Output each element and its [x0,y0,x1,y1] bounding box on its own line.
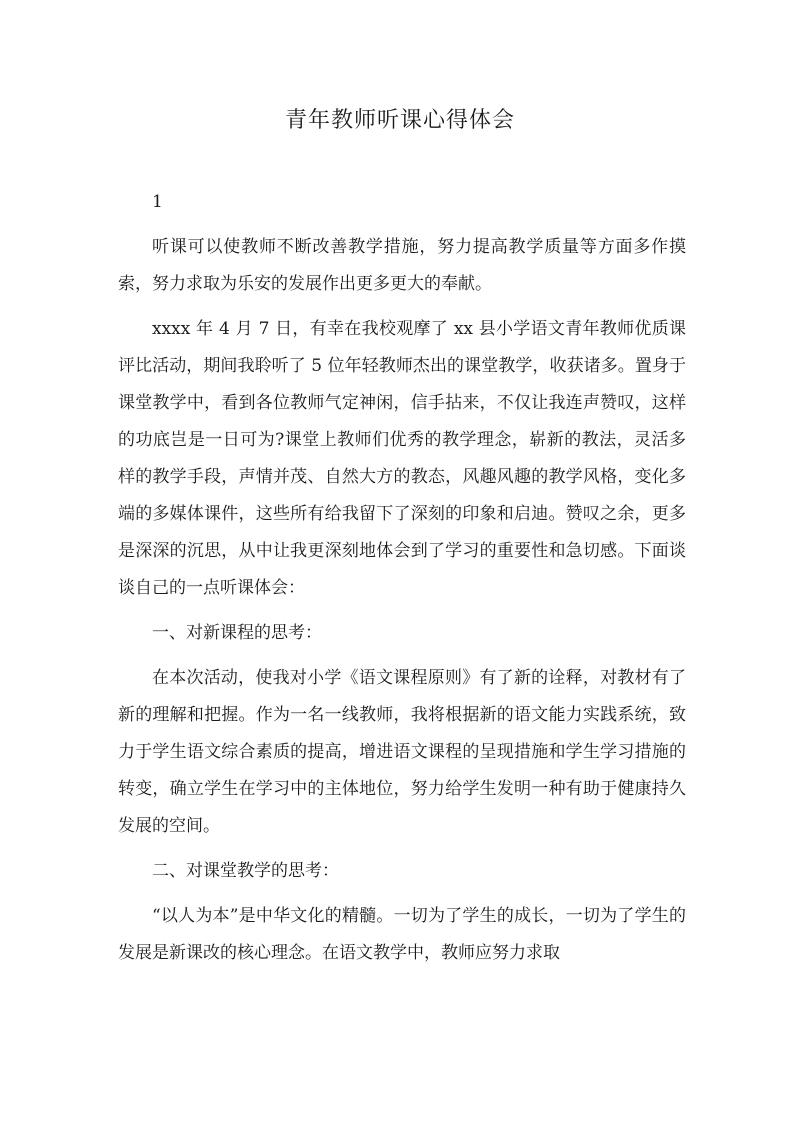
section-heading-2: 二、对课堂教学的思考： [152,861,339,881]
document-body [118,184,686,980]
paragraph-curriculum: 在本次活动，使我对小学《语文课程原则》有了新的诠释，对教材有了新的理解和把握。作为一名一线教师，我将根据新的语文能力实践系统，致力于学生语文综合素质的提高，增进语文课程的呈现措施和学生学习措施的转变，确立学生在学习中的主体地位，努力给学生发明一种有助于健康持久发展的空间。 [118,668,686,836]
paragraph-people-oriented: “以人为本”是中华文化的精髓。一切为了学生的成长，一切为了学生的发展是新课改的核心理念。在语文教学中，教师应努力求取 [118,906,686,963]
paragraph-event: xxxx 年 4 月 7 日，有幸在我校观摩了 xx 县小学语文青年教师优质课评比活动，期间我聆听了 5 位年轻教师杰出的课堂教学，收获诸多。置身于课堂教学中，看到各位教师气定神闲，信手拈来，不仅让我连声赞叹，这样的功底岂是一日可为?课堂上教师们优秀的教学理念，崭新的教法，灵活多样的教学手段，声情并茂、自然大方的教态，风趣风趣的教学风格，变化多端的多媒体课件，这些所有给我留下了深刻的印象和启迪。赞叹之余，更多是深深的沉思，从中让我更深刻地体会到了学习的重要性和急切感。下面谈谈自己的一点听课体会： [118,319,686,598]
section-heading-1: 一、对新课程的思考： [152,623,322,643]
document-title: 青年教师听课心得体会 [284,108,515,133]
paragraph-number: 1 [152,192,163,212]
paragraph-intro: 听课可以使教师不断改善教学措施，努力提高教学质量等方面多作摸索，努力求取为乐安的发展作出更多更大的奉献。 [118,237,686,294]
